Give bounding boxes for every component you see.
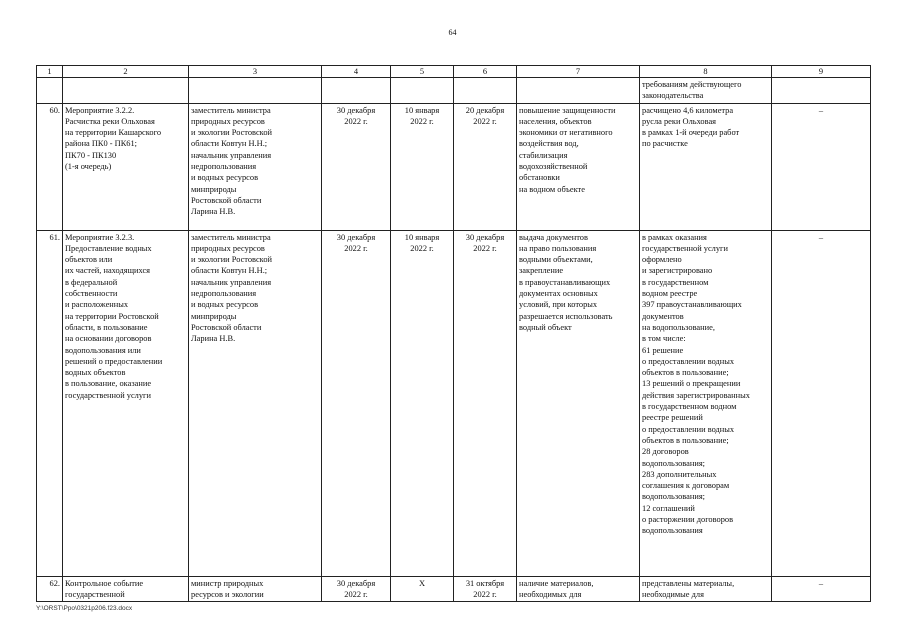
table-row bbox=[37, 103, 871, 230]
responsible-cell: министр природных ресурсов и экологии bbox=[189, 576, 322, 602]
report-table bbox=[36, 65, 871, 602]
page-number: 64 bbox=[448, 28, 457, 37]
effect-cell: наличие материалов, необходимых для bbox=[517, 576, 640, 602]
plan-start-date: 30 декабря 2022 г. bbox=[322, 103, 391, 230]
plan-end-date bbox=[391, 78, 454, 104]
effect-cell bbox=[517, 78, 640, 104]
table-row bbox=[37, 230, 871, 576]
header-cell: 7 bbox=[517, 66, 640, 78]
header-row bbox=[37, 66, 871, 78]
result-cell: представлены материалы, необходимые для bbox=[640, 576, 772, 602]
responsible-cell bbox=[189, 78, 322, 104]
activity-cell: Контрольное событие государственной bbox=[63, 576, 189, 602]
activity-cell bbox=[63, 78, 189, 104]
responsible-cell: заместитель министра природных ресурсов и экологии Ростовской области Ковтун Н.Н.; начальник управления недропользования и водных ресурсов минприроды Ростовской области Ларина Н.В. bbox=[189, 103, 322, 230]
row-number: 60. bbox=[37, 103, 63, 230]
plan-start-date: 30 декабря 2022 г. bbox=[322, 576, 391, 602]
note-cell: – bbox=[772, 576, 871, 602]
effect-cell: выдача документов на право пользования водными объектами, закрепление в правоустанавливающих документах основных условий, при которых разрешается использовать водный объект bbox=[517, 230, 640, 576]
header-cell: 6 bbox=[454, 66, 517, 78]
result-cell: требованиям действующего законодательства bbox=[640, 78, 772, 104]
fact-date bbox=[454, 78, 517, 104]
row-number bbox=[37, 78, 63, 104]
effect-cell: повышение защищенности населения, объектов экономики от негативного воздействия вод, стабилизация водохозяйственной обстановки на водном объекте bbox=[517, 103, 640, 230]
header-cell: 1 bbox=[37, 66, 63, 78]
row-number: 62. bbox=[37, 576, 63, 602]
plan-end-date: Х bbox=[391, 576, 454, 602]
row-number: 61. bbox=[37, 230, 63, 576]
header-cell: 4 bbox=[322, 66, 391, 78]
table-row bbox=[37, 78, 871, 104]
activity-cell: Мероприятие 3.2.3. Предоставление водных объектов или их частей, находящихся в федеральной собственности и расположенных на территории Ростовской области, в пользование на основании договоров водопользования или решений о предоставлении водных объектов в пользование, оказание государственной услуги bbox=[63, 230, 189, 576]
note-cell: – bbox=[772, 103, 871, 230]
file-path-footer: Y:\ORST\Ppo\0321p206.f23.docx bbox=[36, 605, 133, 612]
fact-date: 20 декабря 2022 г. bbox=[454, 103, 517, 230]
table-row bbox=[37, 576, 871, 602]
header-cell: 8 bbox=[640, 66, 772, 78]
header-cell: 3 bbox=[189, 66, 322, 78]
result-cell: расчищено 4,6 километра русла реки Ольховая в рамках 1-й очереди работ по расчистке bbox=[640, 103, 772, 230]
note-cell bbox=[772, 78, 871, 104]
fact-date: 30 декабря 2022 г. bbox=[454, 230, 517, 576]
plan-end-date: 10 января 2022 г. bbox=[391, 230, 454, 576]
result-cell: в рамках оказания государственной услуги оформлено и зарегистрировано в государственном водном реестре 397 правоустанавливающих документов на водопользование, в том числе: 61 решение о предоставлении водных объектов в пользование; 13 решений о прекращении действия зарегистрированных в государственном водном реестре решений о предоставлении водных объектов в пользование; 28 договоров водопользования; 283 дополнительных соглашения к договорам водопользования; 12 соглашений о расторжении договоров водопользования bbox=[640, 230, 772, 576]
header-cell: 5 bbox=[391, 66, 454, 78]
plan-start-date: 30 декабря 2022 г. bbox=[322, 230, 391, 576]
plan-start-date bbox=[322, 78, 391, 104]
header-cell: 2 bbox=[63, 66, 189, 78]
note-cell: – bbox=[772, 230, 871, 576]
responsible-cell: заместитель министра природных ресурсов и экологии Ростовской области Ковтун Н.Н.; начальник управления недропользования и водных ресурсов минприроды Ростовской области Ларина Н.В. bbox=[189, 230, 322, 576]
activity-cell: Мероприятие 3.2.2. Расчистка реки Ольховая на территории Кашарского района ПК0 - ПК61; ПК70 - ПК130 (1-я очередь) bbox=[63, 103, 189, 230]
header-cell: 9 bbox=[772, 66, 871, 78]
fact-date: 31 октября 2022 г. bbox=[454, 576, 517, 602]
plan-end-date: 10 января 2022 г. bbox=[391, 103, 454, 230]
